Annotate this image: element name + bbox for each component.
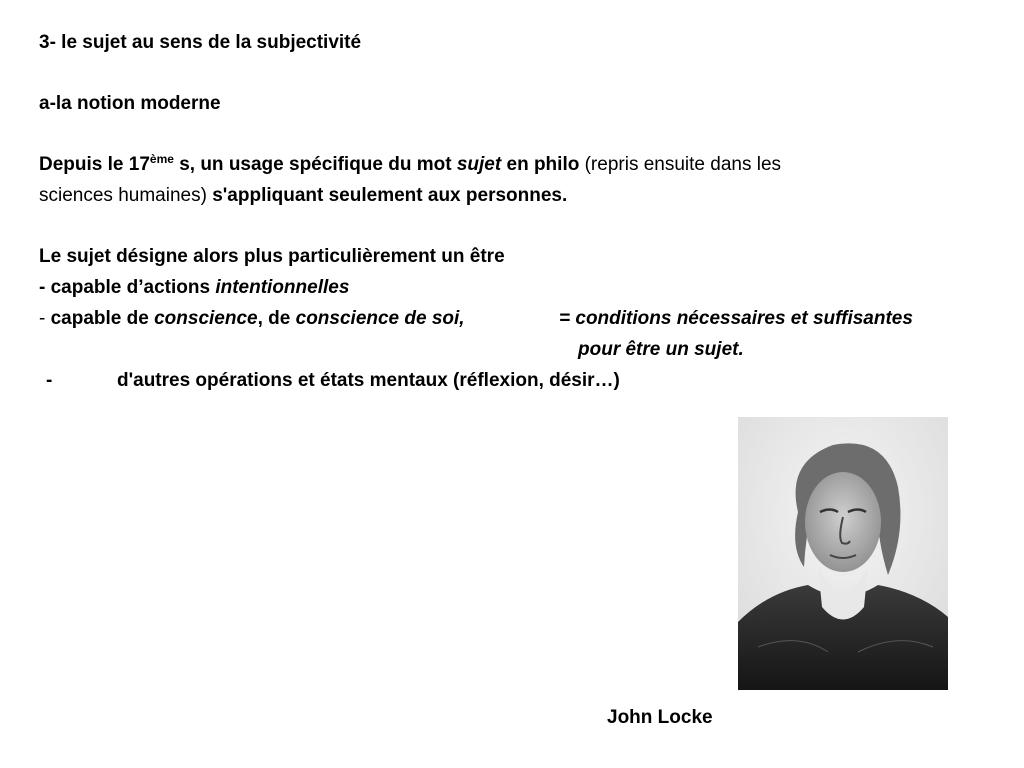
item1-text: - capable d’actions: [39, 277, 216, 298]
p1-superscript: ème: [149, 152, 174, 166]
p1-line2-bold: s'appliquant seulement aux personnes.: [206, 185, 568, 206]
list-item-2: [39, 307, 465, 331]
portrait-caption: John Locke: [607, 707, 713, 728]
item1-italic: intentionnelles: [215, 277, 350, 298]
p1-text-a: Depuis le 17: [39, 154, 150, 175]
item2-text-d: conscience de soi,: [295, 308, 465, 329]
item2-note-line-1: = conditions nécessaires et suffisantes: [559, 308, 913, 329]
item2-text-c: , de: [257, 308, 296, 329]
john-locke-portrait-image: [738, 417, 948, 690]
slide-heading: 3- le sujet au sens de la subjectivité: [39, 32, 362, 53]
list-item-3: d'autres opérations et états mentaux (réflexion, désir…): [117, 370, 620, 391]
item2-text-a: capable de: [50, 308, 155, 329]
portrait-engraving-icon: [738, 417, 948, 690]
list-item-1: [39, 276, 349, 300]
p1-text-d: (repris ensuite dans les: [579, 154, 782, 175]
paragraph-1-line-1: [39, 153, 781, 177]
item2-dash: -: [39, 308, 51, 329]
p1-text-b: s, un usage spécifique du mot: [173, 154, 457, 175]
item2-note-line-2: pour être un sujet.: [578, 339, 744, 360]
item3-dash: -: [46, 370, 53, 391]
p1-italic-word: sujet: [456, 154, 502, 175]
p1-line2-plain: sciences humaines): [39, 185, 207, 206]
paragraph-2-intro: Le sujet désigne alors plus particulièrement un être: [39, 246, 505, 267]
p1-text-c: en philo: [501, 154, 580, 175]
slide-subheading: a-la notion moderne: [39, 93, 221, 114]
paragraph-1-line-2: [39, 184, 567, 208]
item2-text-b: conscience: [154, 308, 258, 329]
